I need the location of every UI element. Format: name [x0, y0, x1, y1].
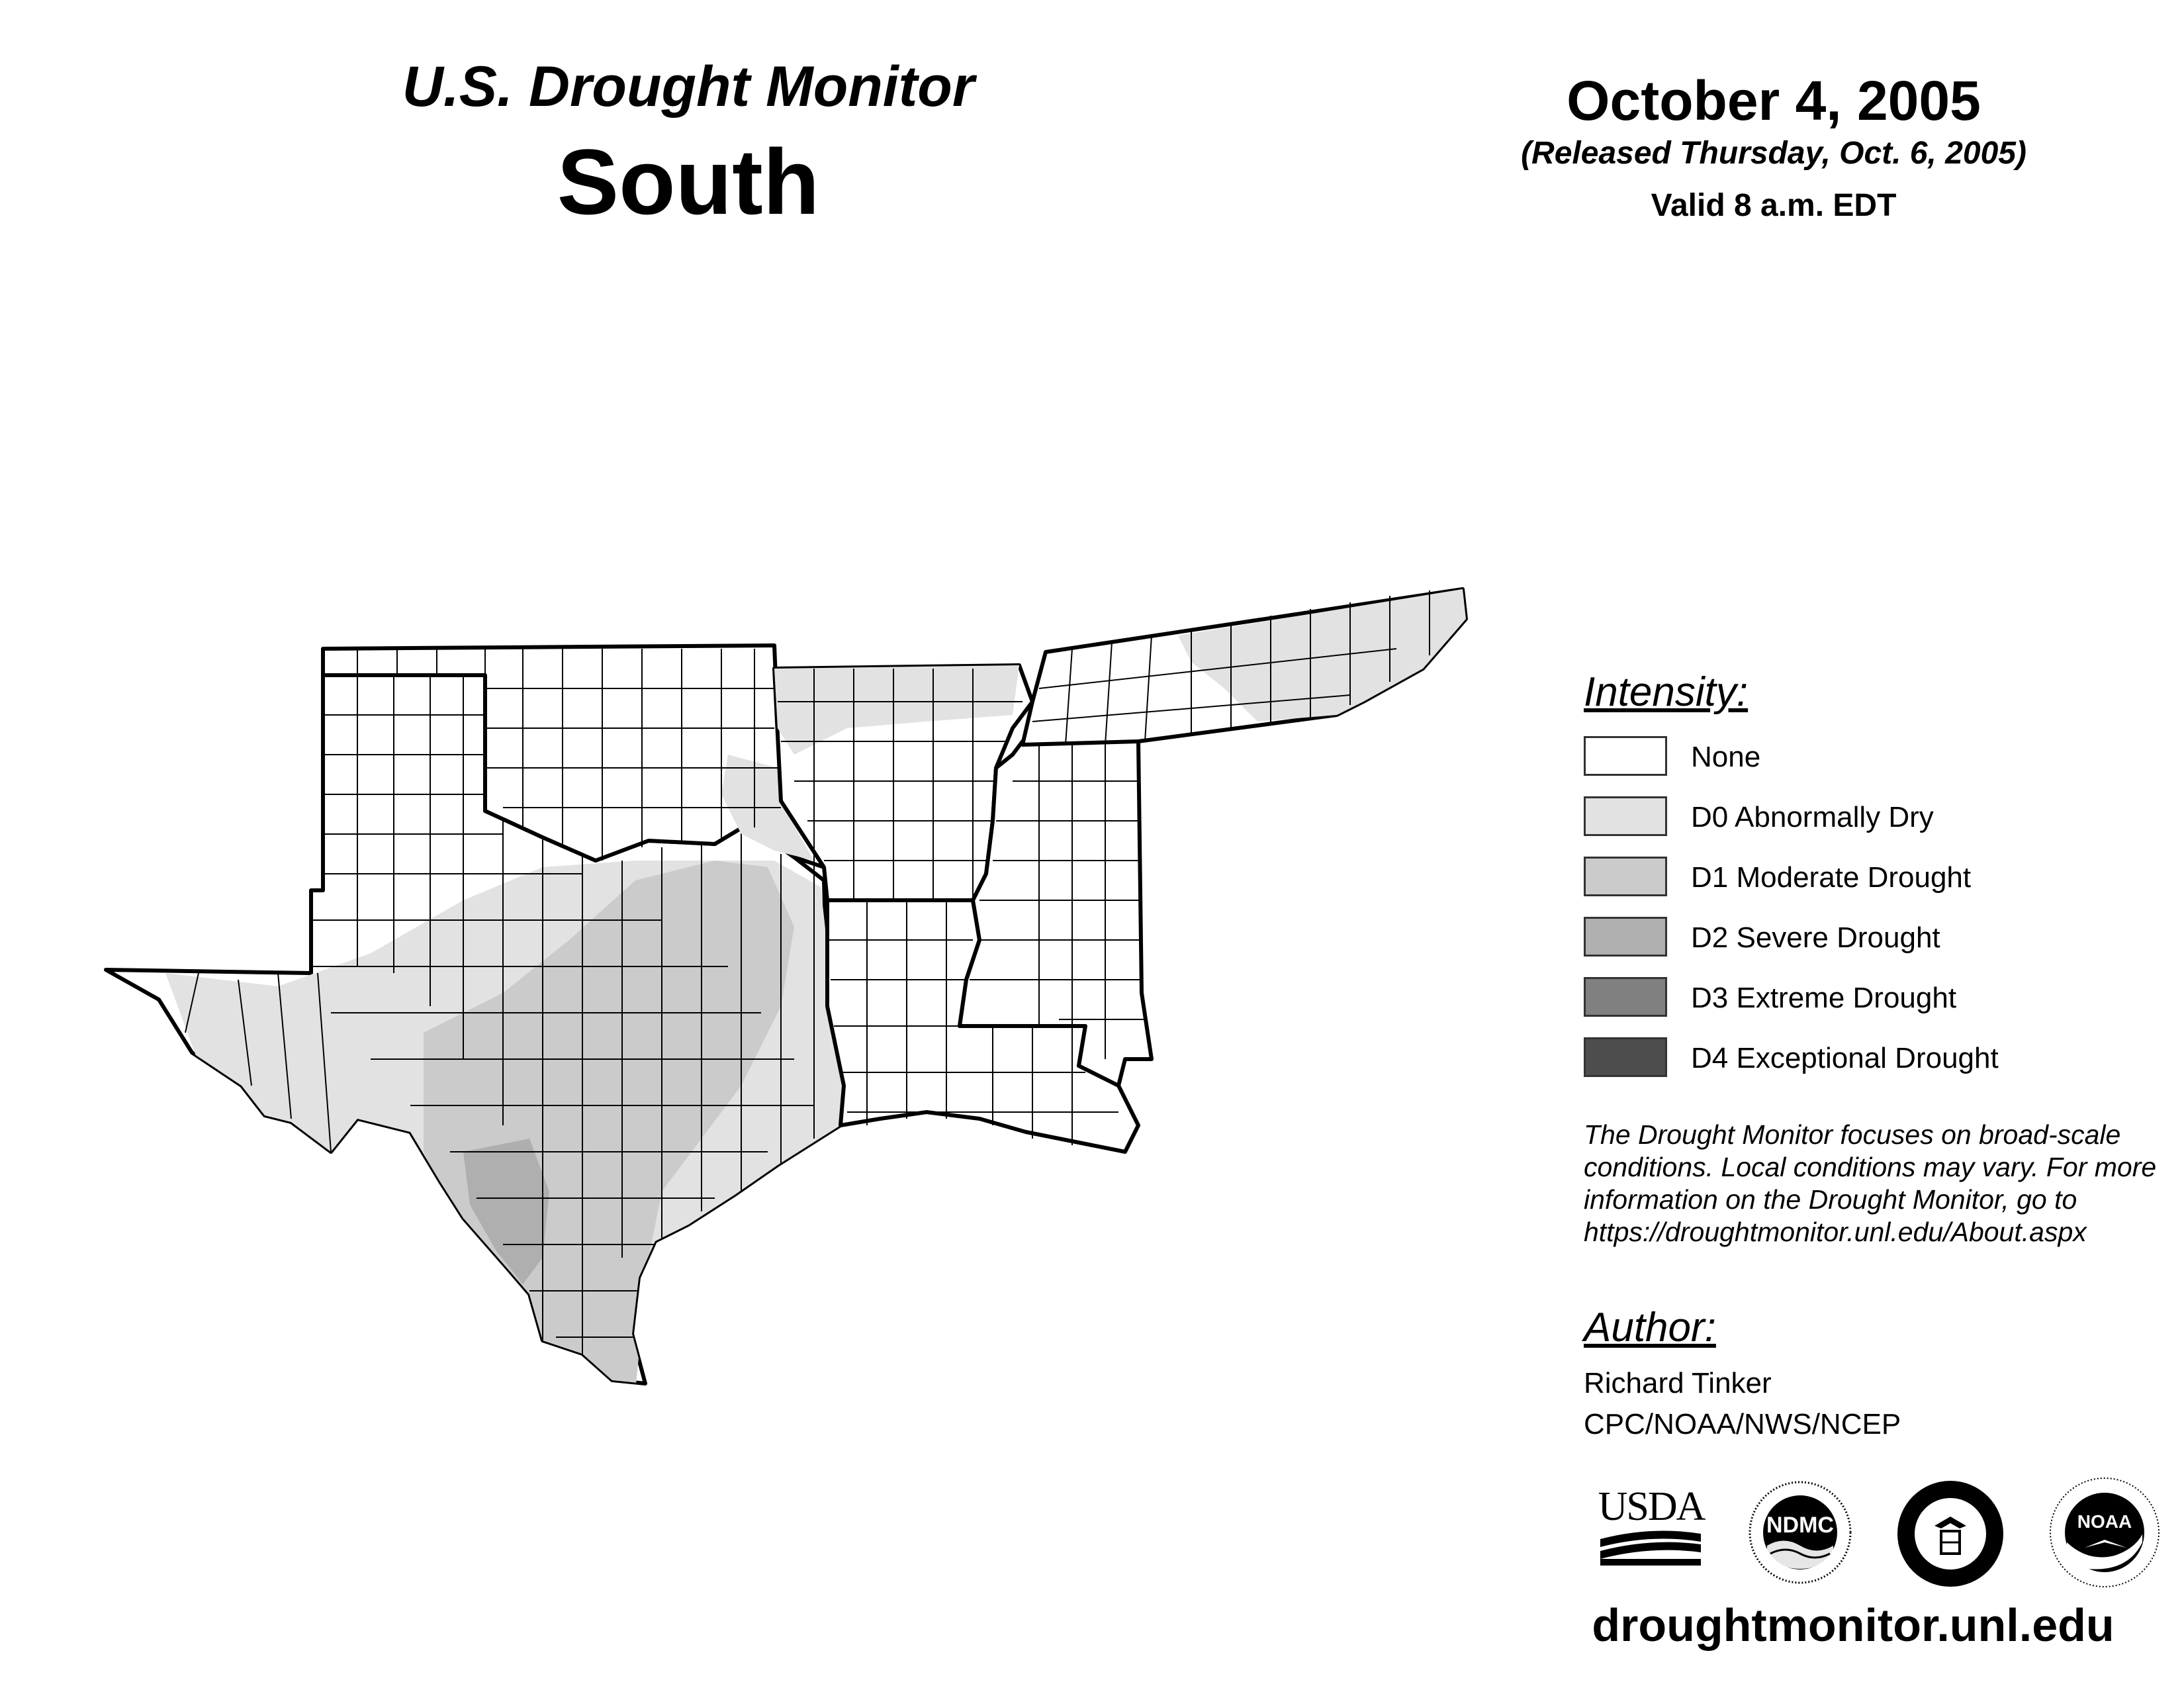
usda-swoosh-icon [1595, 1527, 1707, 1567]
legend-label: D3 Extreme Drought [1691, 982, 1957, 1014]
legend-item-d4 [1584, 1037, 2113, 1081]
legend-swatch [1584, 977, 1667, 1017]
legend-swatch [1584, 796, 1667, 836]
usda-logo-text: USDA [1598, 1484, 1705, 1529]
legend-label: D4 Exceptional Drought [1691, 1042, 1999, 1074]
drought-d2-texas [463, 1139, 549, 1284]
ndmc-logo-text: NDMC [1766, 1513, 1834, 1538]
legend-item-d0 [1584, 796, 2113, 840]
legend-item-d3 [1584, 977, 2113, 1021]
legend-swatch [1584, 1037, 1667, 1077]
disclaimer-note: The Drought Monitor focuses on broad-scale conditions. Local conditions may vary. For more information on the Drought Monitor, go to https://droughtmonitor.unl.edu/About.aspx [1584, 1119, 2157, 1247]
noaa-logo-text: NOAA [2077, 1511, 2132, 1532]
author-title: Author: [1584, 1305, 1716, 1350]
commerce-eagle-seal-icon [1896, 1479, 2005, 1589]
noaa-logo [2048, 1476, 2161, 1589]
legend-swatch [1584, 917, 1667, 957]
legend-swatch [1584, 736, 1667, 776]
legend-label: D1 Moderate Drought [1691, 861, 1972, 894]
usda-logo [1595, 1486, 1707, 1566]
legend-label: D0 Abnormally Dry [1691, 801, 1934, 833]
author-name: Richard Tinker [1584, 1367, 1772, 1399]
map-title: U.S. Drought Monitor [402, 55, 975, 118]
legend-item-d2 [1584, 917, 2113, 961]
ndmc-logo [1747, 1479, 1853, 1585]
region-title: South [557, 130, 820, 234]
noaa-seal-icon [2048, 1476, 2161, 1589]
legend-item-none [1584, 736, 2113, 780]
release-date: (Released Thursday, Oct. 6, 2005) [1521, 136, 2026, 171]
valid-time: Valid 8 a.m. EDT [1651, 188, 1897, 223]
legend-label: D2 Severe Drought [1691, 921, 1940, 954]
author-org: CPC/NOAA/NWS/NCEP [1584, 1408, 1901, 1440]
legend-swatch [1584, 857, 1667, 896]
website-url[interactable]: droughtmonitor.unl.edu [1592, 1599, 2115, 1651]
map-date: October 4, 2005 [1567, 70, 1981, 132]
legend-title: Intensity: [1584, 669, 1749, 715]
commerce-seal [1896, 1479, 2005, 1589]
legend-item-d1 [1584, 857, 2113, 900]
legend-label: None [1691, 741, 1761, 773]
state-tennessee [1023, 589, 1466, 745]
